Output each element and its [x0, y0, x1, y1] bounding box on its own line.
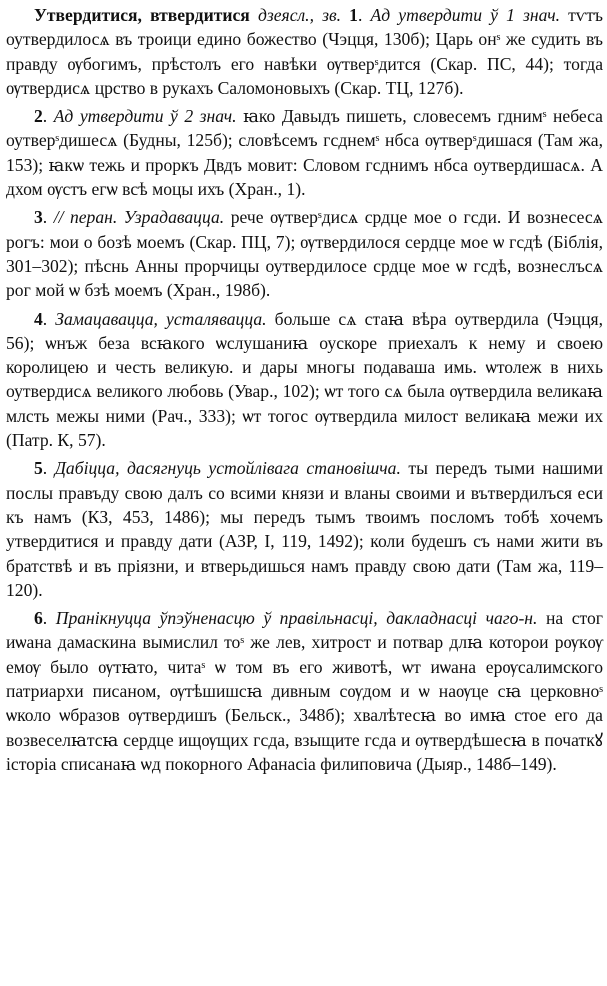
sense-citations: тѵтъ оутвердилосѧ въ троици едино божество (Чэцця, 130б); Царь онˢ же судить въ правду ѹбогимъ, прѣстолъ его навѣки ѹтверˢдится (Скар. ПС, 44); тогда ѹтвердисѧ црство в рукахъ Саломоновыхъ (Скар. ТЦ, 127б).	[6, 5, 603, 98]
sense-citations: на стог иѡана дамаскина вымислил тоˢ же лев, хитрост и потвар длꙗ которои рѹкѹ емѹ было ѹтꙗто, читаˢ ѡ том въ его животѣ, ѡт иѡана ерѹсалимского патриархи писаном, ѹтѣшишсꙗ дивным сѹдом и ѡ наѹце сꙗ церковноˢ ѡколо ѡбразов ѹтвердишъ (Бельск., 348б); хвалѣтесꙗ во имꙗ стое его да возвеселꙗтсꙗ сердце ищѹщих гсда, взыщите гсда и ѹтвердѣшесꙗ в початкꙋ історіа списанаꙗ ѡд покорного Афанасіа филиповича (Дыяр., 148б–149).	[6, 608, 603, 774]
sense-definition: Ад утвердити ў 2 знач.	[53, 106, 237, 127]
entry-sense-4: 4. Замацавацца, усталявацца. больше сѧ стаꙗ вѣра оутвердила (Чэцця, 56); ѡнъж беза всꙗкого ѡслушаниꙗ оускоре приехалъ к нему и своею королицею и честь великую. и дары многы подаваша имь. ѡтолеж в нихь оутвердисѧ великого любовь (Увар., 102); ѡт того сѧ была ѹтвердила великаꙗ млсть межы ними (Рач., 333); ѡт тогос ѹтвердила милост великаꙗ межи их (Патр. К, 57).	[6, 308, 604, 451]
sense-number: 2	[34, 106, 43, 127]
sense-citations: больше сѧ стаꙗ вѣра оутвердила (Чэцця, 56); ѡнъж беза всꙗкого ѡслушаниꙗ оускоре приехалъ к нему и своею королицею и честь великую. и дары многы подаваша имь. ѡтолеж в нихь оутвердисѧ великого любовь (Увар., 102); ѡт того сѧ была ѹтвердила великаꙗ млсть межы ними (Рач., 333); ѡт тогос ѹтвердила милост великаꙗ межи их (Патр. К, 57).	[6, 308, 604, 451]
entry-sense-1: Утвердитися, втвердитися дзеясл., зв. 1. Ад утвердити ў 1 знач. тѵтъ оутвердилосѧ въ троици едино божество (Чэцця, 130б); Царь онˢ же судить въ правду ѹбогимъ, прѣстолъ его навѣки ѹтверˢдится (Скар. ПС, 44); тогда ѹтвердисѧ црство в рукахъ Саломоновыхъ (Скар. ТЦ, 127б).	[6, 5, 603, 98]
sense-definition: // перан. Узрадавацца.	[53, 207, 225, 228]
sense-definition: Дабіцца, дасягнуць устойлівага становішча.	[54, 458, 401, 479]
sense-citations: ꙗко Давыдъ пишеть, словесемъ гднимˢ небеса оутверˢдишесѧ (Будны, 125б); словѣсемъ гсднемˢ нбса ѹтверˢдишася (Там жа, 153); ꙗкѡ тежь и прорҝъ Двдъ мовит: Словом гсднимъ нбса оутвердишасѧ. А дхом ѹстъ егѡ всѣ моцы ихъ (Хран., 1).	[6, 106, 603, 200]
grammar-label: дзеясл., зв.	[257, 5, 342, 25]
entry-sense-6: 6. Пранікнуцца ўпэўненасцю ў правільнасці, дакладнасці чаго-н. на стог иѡана дамаскина вымислил тоˢ же лев, хитрост и потвар длꙗ которои рѹкѹ емѹ было ѹтꙗто, читаˢ ѡ том въ его животѣ, ѡт иѡана ерѹсалимского патриархи писаном, ѹтѣшишсꙗ дивным сѹдом и ѡ наѹце сꙗ церковноˢ ѡколо ѡбразов ѹтвердишъ (Бельск., 348б); хвалѣтесꙗ во имꙗ стое его да возвеселꙗтсꙗ сердце ищѹщих гсда, взыщите гсда и ѹтвердѣшесꙗ в початкꙋ історіа списанаꙗ ѡд покорного Афанасіа филиповича (Дыяр., 148б–149).	[6, 608, 603, 774]
sense-number: 4	[34, 308, 43, 329]
sense-citations: ты передъ тыми нашими послы правъду свою далъ со всими князи и вланы своими и вътвердилъся еси къ намъ (КЗ, 453, 1486); мы передъ тымъ твоимъ посломъ тобѣ хочемъ утвердитися и правду дати (АЗР, I, 119, 1492); коли будешъ съ нами жити въ братствѣ и въ пріязни, и втверьдишься намъ правду свою дати (Там жа, 119–120).	[6, 458, 603, 600]
entry-sense-3: 3. // перан. Узрадавацца. рече ѹтверˢдисѧ срдце мое о гсди. И вознесесѧ рогъ: мои о бозѣ моемъ (Скар. ПЦ, 7); ѹтвердилося сердце мое ѡ гсдѣ (Біблія, 301–302); пѣснь Анны прорчицы оутвердилосе срдце мое ѡ гсдѣ, вознеслъсѧ рог мой ѡ бзѣ моемъ (Хран., 198б).	[6, 207, 604, 301]
sense-definition: Ад утвердити ў 1 знач.	[370, 5, 560, 25]
headword: Утвердитися, втвердитися	[34, 5, 250, 25]
entry-sense-2: 2. Ад утвердити ў 2 знач. ꙗко Давыдъ пишеть, словесемъ гднимˢ небеса оутверˢдишесѧ (Будны, 125б); словѣсемъ гсднемˢ нбса ѹтверˢдишася (Там жа, 153); ꙗкѡ тежь и прорҝъ Двдъ мовит: Словом гсднимъ нбса оутвердишасѧ. А дхом ѹстъ егѡ всѣ моцы ихъ (Хран., 1).	[6, 106, 603, 200]
sense-number: 5	[34, 458, 43, 479]
entry-sense-5: 5. Дабіцца, дасягнуць устойлівага становішча. ты передъ тыми нашими послы правъду свою далъ со всими князи и вланы своими и вътвердилъся еси къ намъ (КЗ, 453, 1486); мы передъ тымъ твоимъ посломъ тобѣ хочемъ утвердитися и правду дати (АЗР, I, 119, 1492); коли будешъ съ нами жити въ братствѣ и въ пріязни, и втверьдишься намъ правду свою дати (Там жа, 119–120).	[6, 458, 603, 600]
sense-number: 6	[34, 608, 43, 629]
sense-definition: Пранікнуцца ўпэўненасцю ў правільнасці, дакладнасці чаго-н.	[55, 608, 538, 629]
sense-definition: Замацавацца, усталявацца.	[55, 308, 267, 329]
sense-citations: рече ѹтверˢдисѧ срдце мое о гсди. И вознесесѧ рогъ: мои о бозѣ моемъ (Скар. ПЦ, 7); ѹтвердилося сердце мое ѡ гсдѣ (Біблія, 301–302); пѣснь Анны прорчицы оутвердилосе срдце мое ѡ гсдѣ, вознеслъсѧ рог мой ѡ бзѣ моемъ (Хран., 198б).	[6, 207, 604, 301]
sense-number: 1	[349, 5, 358, 25]
sense-number: 3	[34, 207, 43, 228]
